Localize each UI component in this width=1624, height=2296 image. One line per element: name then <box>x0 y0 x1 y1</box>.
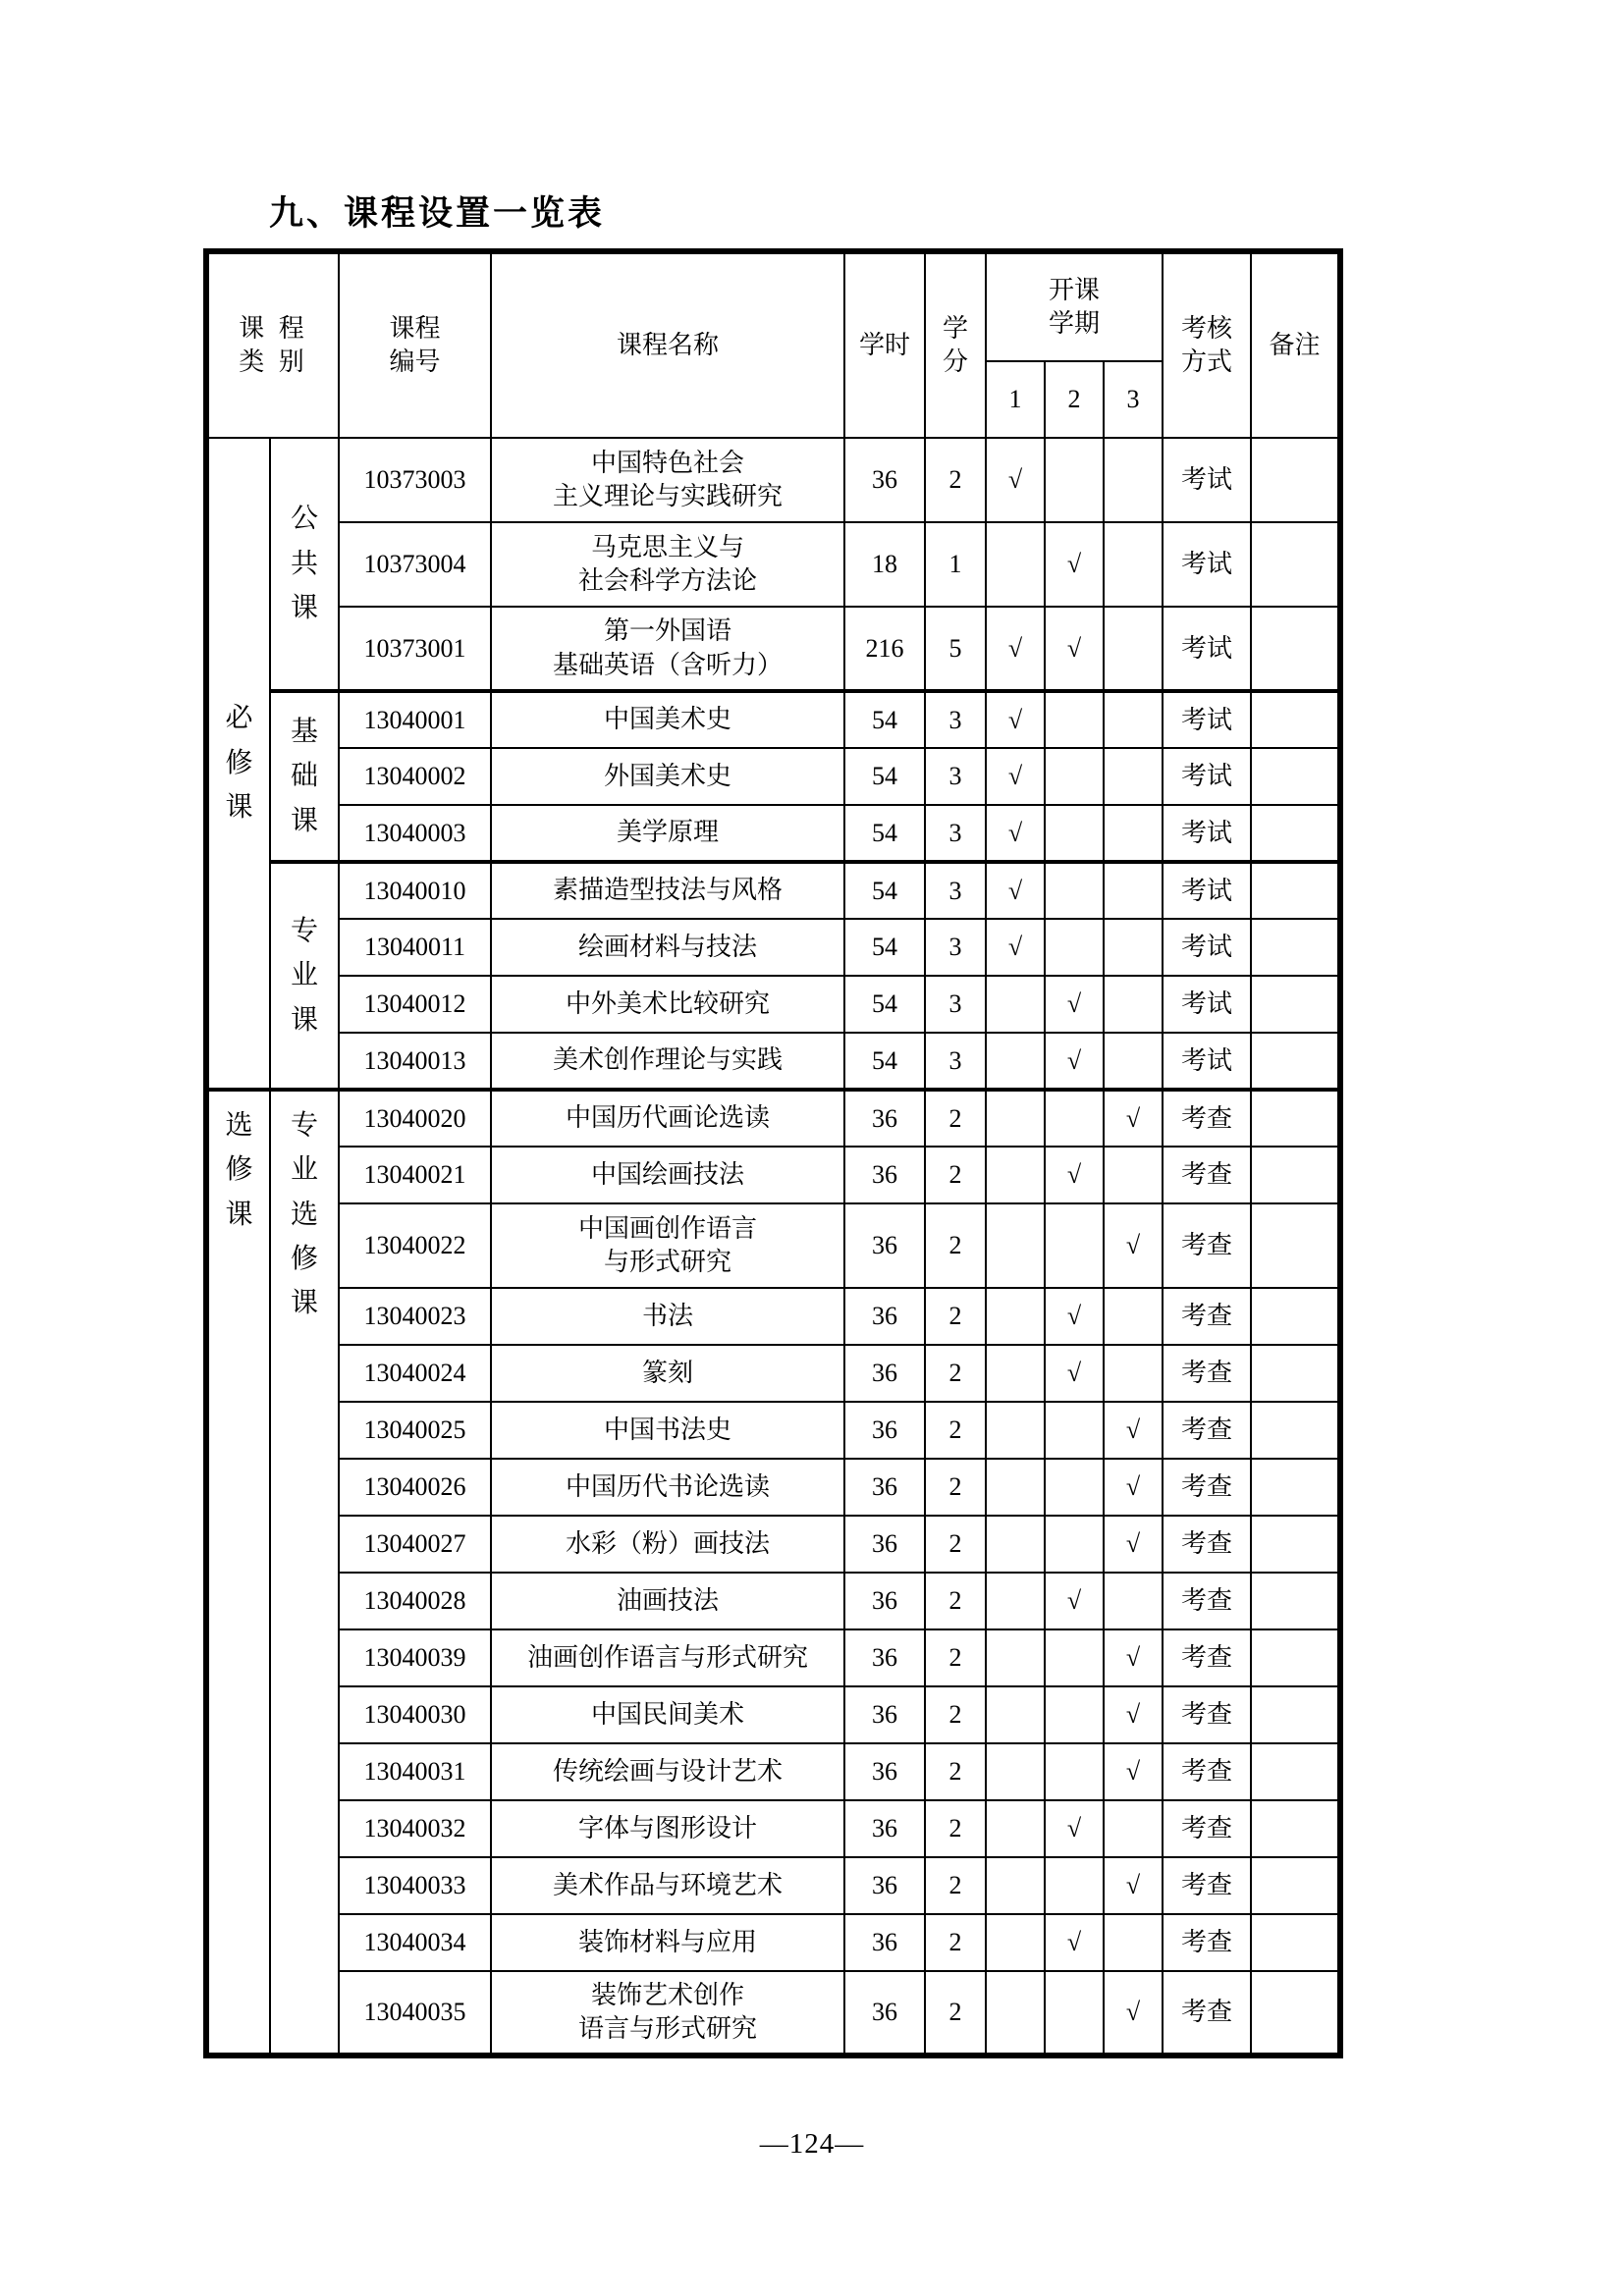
semester-1-cell: √ <box>986 748 1045 805</box>
course-code-cell: 13040021 <box>339 1147 491 1203</box>
course-hours-cell: 36 <box>844 1459 925 1516</box>
course-row <box>206 1800 1340 1857</box>
course-code-cell: 10373001 <box>339 607 491 691</box>
semester-1-cell: √ <box>986 691 1045 748</box>
header-assessment-line1: 考核 <box>1181 314 1233 344</box>
semester-3-cell: √ <box>1104 1203 1163 1288</box>
semester-1-cell: √ <box>986 438 1045 522</box>
assessment-cell: 考查 <box>1163 1288 1251 1345</box>
semester-1-cell <box>986 1147 1045 1203</box>
assessment-cell: 考试 <box>1163 1033 1251 1090</box>
course-row <box>206 1345 1340 1402</box>
remarks-cell <box>1251 1800 1340 1857</box>
semester-1-cell <box>986 522 1045 607</box>
remarks-cell <box>1251 438 1340 522</box>
semester-3-cell <box>1104 862 1163 919</box>
semester-3-cell <box>1104 438 1163 522</box>
remarks-cell <box>1251 691 1340 748</box>
course-name-cell: 水彩（粉）画技法 <box>491 1516 844 1573</box>
course-credits-cell: 2 <box>925 1459 986 1516</box>
course-name-cell: 书法 <box>491 1288 844 1345</box>
remarks-cell <box>1251 805 1340 862</box>
course-credits-cell: 2 <box>925 1629 986 1686</box>
course-hours-cell: 36 <box>844 1402 925 1459</box>
course-row <box>206 1147 1340 1203</box>
assessment-cell: 考查 <box>1163 1857 1251 1914</box>
header-credits-line1: 学 <box>943 314 969 344</box>
course-credits-cell: 2 <box>925 1147 986 1203</box>
header-semester-group-line1: 开课 <box>1049 276 1101 305</box>
semester-3-cell: √ <box>1104 1971 1163 2056</box>
course-name-cell: 绘画材料与技法 <box>491 919 844 976</box>
assessment-cell: 考查 <box>1163 1743 1251 1800</box>
course-name-cell: 美学原理 <box>491 805 844 862</box>
course-row <box>206 691 1340 748</box>
header-course-category-line1: 课 程 <box>239 314 308 344</box>
semester-3-cell: √ <box>1104 1629 1163 1686</box>
course-row <box>206 1914 1340 1971</box>
course-name-cell: 中国历代书论选读 <box>491 1459 844 1516</box>
header-course-code <box>339 251 491 438</box>
semester-1-cell: √ <box>986 805 1045 862</box>
semester-1-cell <box>986 1743 1045 1800</box>
course-credits-cell: 3 <box>925 976 986 1033</box>
course-hours-cell: 54 <box>844 805 925 862</box>
course-credits-cell: 3 <box>925 1033 986 1090</box>
course-hours-cell: 36 <box>844 1090 925 1147</box>
course-row <box>206 1743 1340 1800</box>
course-code-cell: 13040010 <box>339 862 491 919</box>
remarks-cell <box>1251 919 1340 976</box>
course-code-cell: 13040024 <box>339 1345 491 1402</box>
course-subcategory-cell: 专 业 课 <box>270 862 339 1090</box>
semester-1-cell <box>986 1345 1045 1402</box>
semester-1-cell <box>986 1033 1045 1090</box>
assessment-cell: 考查 <box>1163 1147 1251 1203</box>
semester-1-cell <box>986 1203 1045 1288</box>
semester-3-cell <box>1104 1800 1163 1857</box>
header-remarks: 备注 <box>1251 251 1340 438</box>
course-credits-cell: 1 <box>925 522 986 607</box>
remarks-cell <box>1251 1857 1340 1914</box>
course-code-cell: 13040030 <box>339 1686 491 1743</box>
remarks-cell <box>1251 862 1340 919</box>
course-name-cell: 油画创作语言与形式研究 <box>491 1629 844 1686</box>
remarks-cell <box>1251 976 1340 1033</box>
remarks-cell <box>1251 1743 1340 1800</box>
course-hours-cell: 36 <box>844 1629 925 1686</box>
course-hours-cell: 54 <box>844 862 925 919</box>
course-code-cell: 13040031 <box>339 1743 491 1800</box>
header-assessment-line2: 方式 <box>1181 347 1233 376</box>
semester-1-cell: √ <box>986 862 1045 919</box>
course-row <box>206 1288 1340 1345</box>
course-name-cell: 中国书法史 <box>491 1402 844 1459</box>
semester-1-cell <box>986 1516 1045 1573</box>
course-credits-cell: 2 <box>925 438 986 522</box>
course-code-cell: 13040023 <box>339 1288 491 1345</box>
course-code-cell: 13040035 <box>339 1971 491 2056</box>
semester-3-cell <box>1104 522 1163 607</box>
semester-2-cell <box>1045 919 1104 976</box>
assessment-cell: 考查 <box>1163 1459 1251 1516</box>
course-name-cell: 美术作品与环境艺术 <box>491 1857 844 1914</box>
semester-1-cell <box>986 1288 1045 1345</box>
course-credits-cell: 2 <box>925 1090 986 1147</box>
course-code-cell: 13040001 <box>339 691 491 748</box>
course-code-cell: 13040022 <box>339 1203 491 1288</box>
course-subcategory-cell: 专 业 选 修 课 <box>270 1090 339 2056</box>
remarks-cell <box>1251 1573 1340 1629</box>
remarks-cell <box>1251 1288 1340 1345</box>
assessment-cell: 考查 <box>1163 1800 1251 1857</box>
remarks-cell <box>1251 522 1340 607</box>
course-name-cell: 装饰艺术创作 语言与形式研究 <box>491 1971 844 2056</box>
course-row <box>206 1090 1340 1147</box>
course-credits-cell: 2 <box>925 1402 986 1459</box>
semester-1-cell <box>986 1800 1045 1857</box>
course-row <box>206 1857 1340 1914</box>
semester-2-cell <box>1045 805 1104 862</box>
header-hours: 学时 <box>844 251 925 438</box>
header-semester-group-line2: 学期 <box>1049 309 1101 338</box>
course-name-cell: 中国特色社会 主义理论与实践研究 <box>491 438 844 522</box>
semester-1-cell <box>986 976 1045 1033</box>
semester-1-cell <box>986 1686 1045 1743</box>
course-hours-cell: 36 <box>844 1288 925 1345</box>
semester-1-cell <box>986 1914 1045 1971</box>
course-hours-cell: 36 <box>844 1800 925 1857</box>
assessment-cell: 考查 <box>1163 1090 1251 1147</box>
header-course-code-line1: 课程 <box>389 314 441 344</box>
course-code-cell: 10373003 <box>339 438 491 522</box>
course-hours-cell: 54 <box>844 1033 925 1090</box>
semester-3-cell: √ <box>1104 1743 1163 1800</box>
course-name-cell: 素描造型技法与风格 <box>491 862 844 919</box>
course-name-cell: 外国美术史 <box>491 748 844 805</box>
page-title: 九、课程设置一览表 <box>269 194 606 233</box>
header-semester-1: 1 <box>986 361 1045 438</box>
course-hours-cell: 54 <box>844 691 925 748</box>
remarks-cell <box>1251 1147 1340 1203</box>
course-code-cell: 13040034 <box>339 1914 491 1971</box>
semester-1-cell <box>986 1573 1045 1629</box>
course-credits-cell: 3 <box>925 805 986 862</box>
semester-1-cell <box>986 1459 1045 1516</box>
course-credits-cell: 2 <box>925 1516 986 1573</box>
course-hours-cell: 36 <box>844 1743 925 1800</box>
semester-1-cell: √ <box>986 607 1045 691</box>
course-hours-cell: 36 <box>844 1147 925 1203</box>
course-row <box>206 1629 1340 1686</box>
semester-3-cell <box>1104 748 1163 805</box>
header-semester-2: 2 <box>1045 361 1104 438</box>
semester-3-cell <box>1104 1573 1163 1629</box>
assessment-cell: 考试 <box>1163 748 1251 805</box>
header-credits-line2: 分 <box>943 347 969 376</box>
course-credits-cell: 3 <box>925 862 986 919</box>
course-credits-cell: 2 <box>925 1914 986 1971</box>
course-hours-cell: 54 <box>844 976 925 1033</box>
semester-2-cell <box>1045 1743 1104 1800</box>
course-category-cell: 必 修 课 <box>206 438 270 1090</box>
course-credits-cell: 3 <box>925 691 986 748</box>
semester-1-cell <box>986 1629 1045 1686</box>
course-hours-cell: 36 <box>844 1573 925 1629</box>
semester-2-cell <box>1045 1203 1104 1288</box>
semester-3-cell <box>1104 805 1163 862</box>
assessment-cell: 考试 <box>1163 522 1251 607</box>
semester-3-cell: √ <box>1104 1459 1163 1516</box>
assessment-cell: 考查 <box>1163 1629 1251 1686</box>
header-semester-group <box>986 251 1163 361</box>
course-code-cell: 13040028 <box>339 1573 491 1629</box>
course-category-cell: 选 修 课 <box>206 1090 270 2056</box>
remarks-cell <box>1251 1516 1340 1573</box>
semester-2-cell: √ <box>1045 1573 1104 1629</box>
semester-2-cell: √ <box>1045 522 1104 607</box>
course-code-cell: 13040026 <box>339 1459 491 1516</box>
header-course-code-line2: 编号 <box>389 347 441 376</box>
header-course-category <box>206 251 339 438</box>
semester-3-cell: √ <box>1104 1516 1163 1573</box>
course-credits-cell: 2 <box>925 1686 986 1743</box>
assessment-cell: 考试 <box>1163 607 1251 691</box>
course-code-cell: 13040011 <box>339 919 491 976</box>
assessment-cell: 考试 <box>1163 438 1251 522</box>
remarks-cell <box>1251 1686 1340 1743</box>
course-credits-cell: 3 <box>925 919 986 976</box>
course-row <box>206 1516 1340 1573</box>
course-hours-cell: 54 <box>844 748 925 805</box>
header-course-category-line2: 类 别 <box>239 347 308 376</box>
course-hours-cell: 36 <box>844 438 925 522</box>
course-name-cell: 油画技法 <box>491 1573 844 1629</box>
semester-2-cell <box>1045 748 1104 805</box>
course-row <box>206 748 1340 805</box>
remarks-cell <box>1251 748 1340 805</box>
assessment-cell: 考查 <box>1163 1971 1251 2056</box>
assessment-cell: 考试 <box>1163 919 1251 976</box>
semester-2-cell: √ <box>1045 1914 1104 1971</box>
course-hours-cell: 36 <box>844 1203 925 1288</box>
course-credits-cell: 2 <box>925 1203 986 1288</box>
course-credits-cell: 2 <box>925 1971 986 2056</box>
course-credits-cell: 2 <box>925 1345 986 1402</box>
course-code-cell: 13040032 <box>339 1800 491 1857</box>
course-credits-cell: 3 <box>925 748 986 805</box>
semester-3-cell: √ <box>1104 1857 1163 1914</box>
semester-3-cell <box>1104 1345 1163 1402</box>
semester-2-cell: √ <box>1045 1147 1104 1203</box>
semester-2-cell <box>1045 438 1104 522</box>
course-row <box>206 1971 1340 2056</box>
course-name-cell: 中国美术史 <box>491 691 844 748</box>
semester-2-cell <box>1045 1516 1104 1573</box>
course-row <box>206 1033 1340 1090</box>
course-code-cell: 13040033 <box>339 1857 491 1914</box>
course-credits-cell: 5 <box>925 607 986 691</box>
course-hours-cell: 36 <box>844 1971 925 2056</box>
assessment-cell: 考查 <box>1163 1345 1251 1402</box>
course-row <box>206 805 1340 862</box>
course-table <box>203 248 1343 2058</box>
course-name-cell: 美术创作理论与实践 <box>491 1033 844 1090</box>
semester-2-cell: √ <box>1045 607 1104 691</box>
semester-3-cell <box>1104 919 1163 976</box>
semester-2-cell <box>1045 691 1104 748</box>
assessment-cell: 考试 <box>1163 976 1251 1033</box>
assessment-cell: 考查 <box>1163 1516 1251 1573</box>
remarks-cell <box>1251 1033 1340 1090</box>
assessment-cell: 考试 <box>1163 805 1251 862</box>
course-row <box>206 862 1340 919</box>
semester-2-cell <box>1045 862 1104 919</box>
assessment-cell: 考查 <box>1163 1203 1251 1288</box>
remarks-cell <box>1251 1203 1340 1288</box>
semester-3-cell <box>1104 1914 1163 1971</box>
course-code-cell: 13040039 <box>339 1629 491 1686</box>
semester-2-cell <box>1045 1402 1104 1459</box>
remarks-cell <box>1251 607 1340 691</box>
course-code-cell: 13040002 <box>339 748 491 805</box>
course-hours-cell: 216 <box>844 607 925 691</box>
course-row <box>206 1686 1340 1743</box>
course-credits-cell: 2 <box>925 1857 986 1914</box>
assessment-cell: 考查 <box>1163 1914 1251 1971</box>
course-credits-cell: 2 <box>925 1743 986 1800</box>
assessment-cell: 考查 <box>1163 1573 1251 1629</box>
semester-3-cell: √ <box>1104 1090 1163 1147</box>
course-hours-cell: 36 <box>844 1516 925 1573</box>
header-assessment <box>1163 251 1251 438</box>
header-semester-3: 3 <box>1104 361 1163 438</box>
remarks-cell <box>1251 1629 1340 1686</box>
course-table-body <box>206 438 1340 2056</box>
course-name-cell: 中外美术比较研究 <box>491 976 844 1033</box>
semester-2-cell: √ <box>1045 1345 1104 1402</box>
semester-2-cell: √ <box>1045 976 1104 1033</box>
course-name-cell: 装饰材料与应用 <box>491 1914 844 1971</box>
course-row <box>206 438 1340 522</box>
semester-3-cell <box>1104 691 1163 748</box>
course-row <box>206 1203 1340 1288</box>
semester-2-cell <box>1045 1090 1104 1147</box>
course-subcategory-cell: 基 础 课 <box>270 691 339 862</box>
assessment-cell: 考试 <box>1163 862 1251 919</box>
semester-2-cell: √ <box>1045 1288 1104 1345</box>
semester-1-cell: √ <box>986 919 1045 976</box>
semester-3-cell: √ <box>1104 1686 1163 1743</box>
course-name-cell: 篆刻 <box>491 1345 844 1402</box>
course-name-cell: 中国画创作语言 与形式研究 <box>491 1203 844 1288</box>
course-credits-cell: 2 <box>925 1288 986 1345</box>
course-hours-cell: 36 <box>844 1686 925 1743</box>
course-code-cell: 13040025 <box>339 1402 491 1459</box>
semester-3-cell <box>1104 976 1163 1033</box>
semester-1-cell <box>986 1857 1045 1914</box>
remarks-cell <box>1251 1971 1340 2056</box>
header-course-name: 课程名称 <box>491 251 844 438</box>
course-name-cell: 中国历代画论选读 <box>491 1090 844 1147</box>
header-credits <box>925 251 986 438</box>
course-code-cell: 13040020 <box>339 1090 491 1147</box>
course-name-cell: 马克思主义与 社会科学方法论 <box>491 522 844 607</box>
course-hours-cell: 36 <box>844 1345 925 1402</box>
semester-3-cell <box>1104 1033 1163 1090</box>
semester-2-cell <box>1045 1459 1104 1516</box>
semester-2-cell <box>1045 1629 1104 1686</box>
header-row-main <box>206 251 1340 361</box>
page-number: —124— <box>759 2128 865 2160</box>
semester-1-cell <box>986 1402 1045 1459</box>
course-name-cell: 字体与图形设计 <box>491 1800 844 1857</box>
semester-2-cell <box>1045 1686 1104 1743</box>
course-hours-cell: 18 <box>844 522 925 607</box>
semester-2-cell <box>1045 1857 1104 1914</box>
assessment-cell: 考查 <box>1163 1686 1251 1743</box>
course-hours-cell: 36 <box>844 1857 925 1914</box>
assessment-cell: 考试 <box>1163 691 1251 748</box>
semester-1-cell <box>986 1090 1045 1147</box>
course-row <box>206 1459 1340 1516</box>
course-row <box>206 522 1340 607</box>
semester-3-cell <box>1104 607 1163 691</box>
course-code-cell: 13040027 <box>339 1516 491 1573</box>
semester-2-cell: √ <box>1045 1800 1104 1857</box>
course-row <box>206 1573 1340 1629</box>
course-code-cell: 13040012 <box>339 976 491 1033</box>
course-name-cell: 中国绘画技法 <box>491 1147 844 1203</box>
course-row <box>206 1402 1340 1459</box>
remarks-cell <box>1251 1345 1340 1402</box>
course-name-cell: 中国民间美术 <box>491 1686 844 1743</box>
semester-3-cell <box>1104 1147 1163 1203</box>
semester-3-cell <box>1104 1288 1163 1345</box>
remarks-cell <box>1251 1459 1340 1516</box>
course-hours-cell: 36 <box>844 1914 925 1971</box>
remarks-cell <box>1251 1402 1340 1459</box>
remarks-cell <box>1251 1090 1340 1147</box>
semester-1-cell <box>986 1971 1045 2056</box>
course-code-cell: 13040003 <box>339 805 491 862</box>
course-code-cell: 13040013 <box>339 1033 491 1090</box>
course-code-cell: 10373004 <box>339 522 491 607</box>
assessment-cell: 考查 <box>1163 1402 1251 1459</box>
remarks-cell <box>1251 1914 1340 1971</box>
course-credits-cell: 2 <box>925 1800 986 1857</box>
semester-3-cell: √ <box>1104 1402 1163 1459</box>
course-row <box>206 607 1340 691</box>
course-hours-cell: 54 <box>844 919 925 976</box>
course-credits-cell: 2 <box>925 1573 986 1629</box>
course-name-cell: 第一外国语 基础英语（含听力） <box>491 607 844 691</box>
course-row <box>206 976 1340 1033</box>
semester-2-cell: √ <box>1045 1033 1104 1090</box>
semester-2-cell <box>1045 1971 1104 2056</box>
course-row <box>206 919 1340 976</box>
course-subcategory-cell: 公 共 课 <box>270 438 339 691</box>
course-name-cell: 传统绘画与设计艺术 <box>491 1743 844 1800</box>
table-header <box>206 251 1340 438</box>
